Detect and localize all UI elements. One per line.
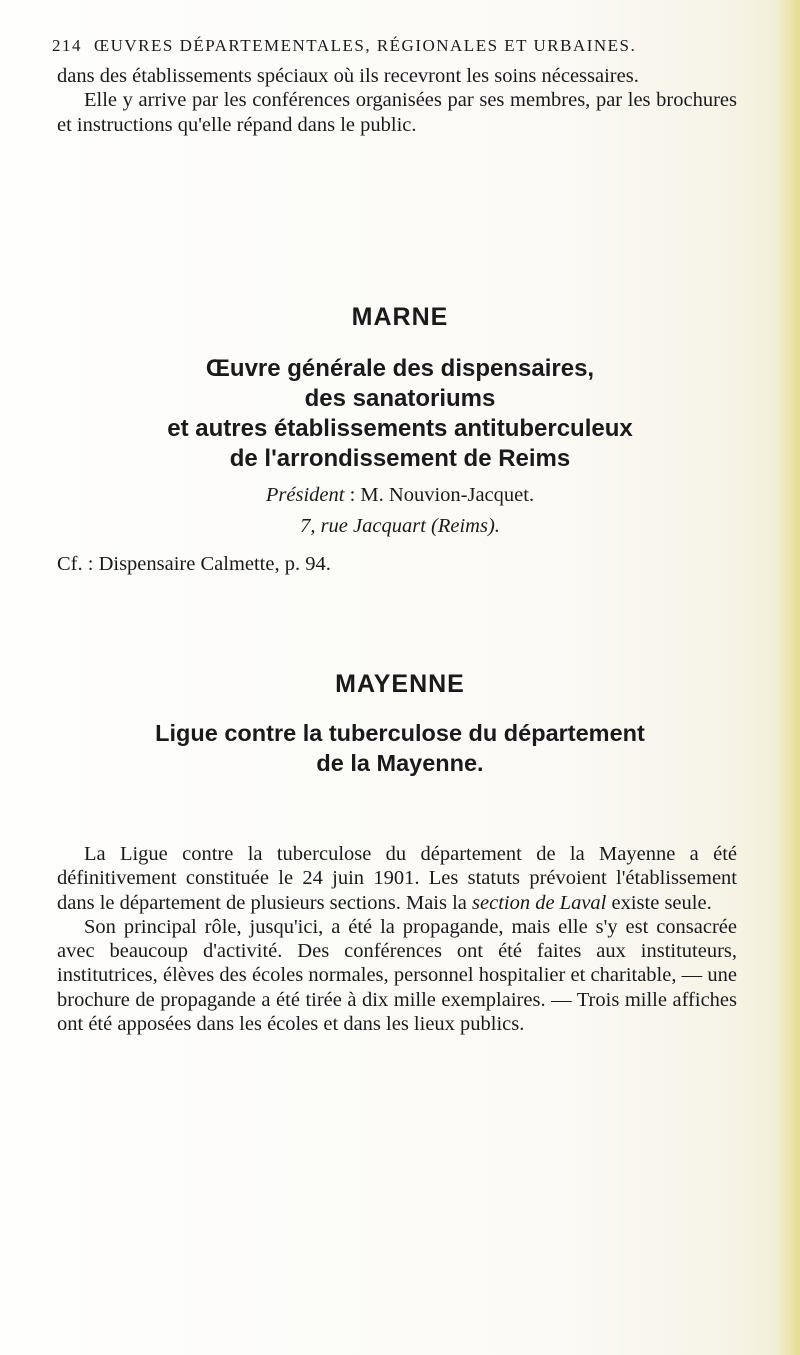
address-city: (Reims). (431, 515, 500, 537)
intro-paragraph-1: dans des établissements spéciaux où ils recevront les soins nécessaires. (57, 65, 639, 87)
mayenne-paragraph-2: Son principal rôle, jusqu'ici, a été la propagande, mais elle s'y est consacrée avec beaucoup d'activité. Des conférences ont été faites aux instituteurs, institutrices, élèves des écoles normales, personnel hospitalier et charitable, — une brochure de propagande a été tirée à dix mille exemplaires. — Trois mille affiches ont été apposées dans les écoles et dans les lieux publics. (57, 915, 737, 1036)
marne-title-line-4: de l'arrondissement de Reims (229, 445, 571, 472)
address-street: 7, rue Jacquart (300, 515, 426, 537)
mayenne-paragraph-1 (57, 842, 737, 915)
mayenne-title-line-1: Ligue contre la tuberculose du département (155, 720, 645, 746)
marne-title-line-2: des sanatoriums (304, 385, 496, 412)
running-head-title: ŒUVRES DÉPARTEMENTALES, RÉGIONALES ET URBAINES. (94, 36, 637, 55)
running-head (52, 36, 752, 56)
page-number: 214 (52, 36, 82, 55)
mayenne-text (57, 842, 737, 1036)
marne-heading: MARNE (351, 303, 449, 331)
intro-paragraph-2: Elle y arrive par les conférences organisées par ses membres, par les brochures et instructions qu'elle répand dans le public. (57, 89, 737, 136)
mayenne-title-line-2: de la Mayenne. (316, 750, 484, 776)
intro-text (57, 64, 737, 137)
marne-address-line (0, 515, 800, 538)
president-name: : M. Nouvion-Jacquet. (344, 484, 535, 506)
mayenne-org-title (40, 718, 760, 778)
marne-president-line (0, 484, 800, 507)
marne-title-line-3: et autres établissements antituberculeux (167, 415, 633, 442)
marne-title-line-1: Œuvre générale des dispensaires, (205, 355, 595, 382)
marne-cf-reference: Cf. : Dispensaire Calmette, p. 94. (57, 553, 331, 575)
mayenne-heading: MAYENNE (335, 670, 465, 698)
mayenne-p1-before: La Ligue contre la tuberculose du département de la Mayenne a été définitivement constituée le 24 juin 1901. Les statuts prévoient l'établissement dans le département de plusieurs sections. Mais la (57, 843, 737, 914)
mayenne-p1-italic: section de Laval (472, 891, 607, 914)
president-label: Président (265, 484, 345, 506)
mayenne-p1-after: existe seule. (606, 891, 712, 914)
marne-org-title (40, 354, 760, 474)
